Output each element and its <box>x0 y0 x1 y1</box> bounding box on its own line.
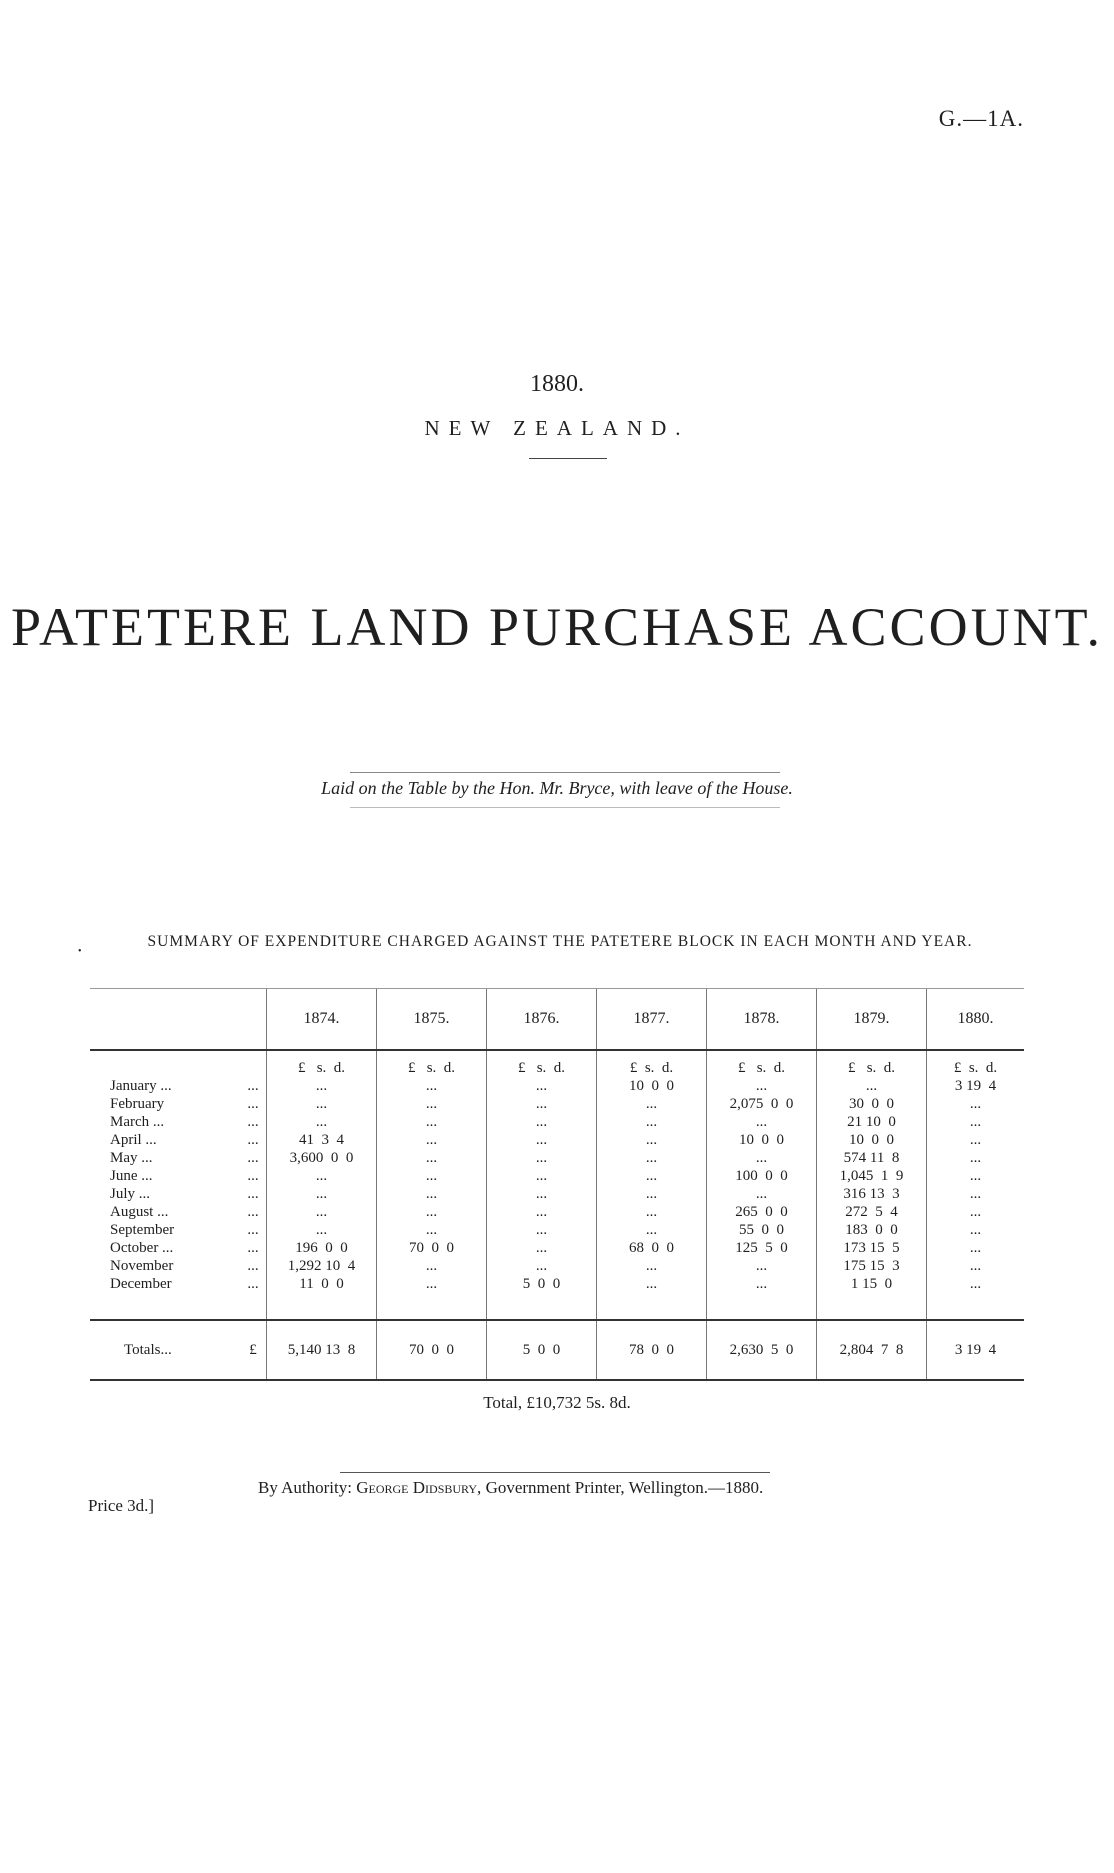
total-cell: 5 0 0 <box>487 1320 597 1380</box>
amount-cell: ... <box>487 1185 597 1203</box>
table-row <box>90 1095 1024 1113</box>
amount-cell: ... <box>597 1257 707 1275</box>
total-cell: 3 19 4 <box>927 1320 1025 1380</box>
amount-cell: 316 13 3 <box>817 1185 927 1203</box>
amount-cell: ... <box>377 1257 487 1275</box>
amount-cell: ... <box>487 1131 597 1149</box>
amount-cell: ... <box>267 1077 377 1095</box>
year-header-row <box>90 989 1024 1051</box>
unit-label: £ s. d. <box>817 1050 927 1077</box>
amount-cell: ... <box>377 1149 487 1167</box>
unit-label: £ s. d. <box>377 1050 487 1077</box>
table-row <box>90 1149 1024 1167</box>
table-row <box>90 1203 1024 1221</box>
table-row <box>90 1113 1024 1131</box>
publication-year: 1880. <box>530 371 584 397</box>
amount-cell: ... <box>707 1149 817 1167</box>
leader-dots: ... <box>247 1150 259 1166</box>
amount-cell: ... <box>487 1221 597 1239</box>
year-header: 1875. <box>377 989 487 1051</box>
total-cell: 2,630 5 0 <box>707 1320 817 1380</box>
unit-label: £ s. d. <box>927 1050 1025 1077</box>
unit-label: £ s. d. <box>267 1050 377 1077</box>
amount-cell: ... <box>487 1095 597 1113</box>
table-row <box>90 1257 1024 1275</box>
total-cell: 70 0 0 <box>377 1320 487 1380</box>
amount-cell: 21 10 0 <box>817 1113 927 1131</box>
amount-cell: 173 15 5 <box>817 1239 927 1257</box>
grand-total: Total, £10,732 5s. 8d. <box>483 1393 631 1412</box>
amount-cell: 1 15 0 <box>817 1275 927 1293</box>
divider-rule <box>350 807 780 808</box>
amount-cell: 265 0 0 <box>707 1203 817 1221</box>
totals-label: Totals... <box>90 1320 240 1380</box>
spacer-cell <box>597 1293 707 1320</box>
printer-authority <box>258 1478 763 1498</box>
month-label: February <box>110 1096 165 1112</box>
leader-dots: ... <box>247 1132 259 1148</box>
leader-dots: ... <box>247 1078 259 1094</box>
spacer-cell <box>817 1293 927 1320</box>
amount-cell: ... <box>597 1203 707 1221</box>
amount-cell: ... <box>927 1167 1025 1185</box>
margin-mark: • <box>78 946 82 957</box>
header-blank <box>90 989 240 1051</box>
amount-cell: ... <box>927 1113 1025 1131</box>
amount-cell: ... <box>267 1221 377 1239</box>
amount-cell: 5 0 0 <box>487 1275 597 1293</box>
authority-prefix: By Authority: <box>258 1478 352 1497</box>
unit-label: £ s. d. <box>597 1050 707 1077</box>
amount-cell: ... <box>597 1113 707 1131</box>
amount-cell: ... <box>927 1131 1025 1149</box>
amount-cell: ... <box>597 1275 707 1293</box>
spacer-cell <box>707 1293 817 1320</box>
price-note: Price 3d.] <box>88 1496 155 1515</box>
month-label: December <box>110 1276 172 1292</box>
expenditure-table <box>90 988 1024 1381</box>
totals-currency: £ <box>240 1320 267 1380</box>
printer-name: George Didsbury, <box>356 1478 482 1497</box>
month-label: October ... <box>110 1240 174 1256</box>
amount-cell: ... <box>927 1149 1025 1167</box>
amount-cell: 3 19 4 <box>927 1077 1025 1095</box>
amount-cell: ... <box>377 1275 487 1293</box>
authority-suffix: Government Printer, Wellington.—1880. <box>485 1478 764 1497</box>
amount-cell: ... <box>487 1167 597 1185</box>
table-row <box>90 1239 1024 1257</box>
month-label: April ... <box>110 1132 157 1148</box>
amount-cell: ... <box>707 1275 817 1293</box>
month-label: September <box>110 1222 175 1238</box>
amount-cell: ... <box>927 1185 1025 1203</box>
leader-dots: ... <box>247 1186 259 1202</box>
table-spacer <box>90 1293 1024 1320</box>
amount-cell: 55 0 0 <box>707 1221 817 1239</box>
amount-cell: ... <box>267 1113 377 1131</box>
amount-cell: ... <box>377 1113 487 1131</box>
amount-cell: ... <box>377 1131 487 1149</box>
totals-row <box>90 1320 1024 1380</box>
amount-cell: ... <box>927 1239 1025 1257</box>
unit-label: £ s. d. <box>487 1050 597 1077</box>
leader-dots: ... <box>247 1240 259 1256</box>
table-row <box>90 1185 1024 1203</box>
amount-cell: ... <box>927 1221 1025 1239</box>
divider-rule <box>340 1472 770 1473</box>
amount-cell: ... <box>267 1095 377 1113</box>
amount-cell: 175 15 3 <box>817 1257 927 1275</box>
month-label: March ... <box>110 1114 165 1130</box>
leader-dots: ... <box>247 1204 259 1220</box>
divider-rule <box>529 458 607 459</box>
amount-cell: 100 0 0 <box>707 1167 817 1185</box>
amount-cell: ... <box>377 1077 487 1095</box>
amount-cell: 3,600 0 0 <box>267 1149 377 1167</box>
year-header: 1878. <box>707 989 817 1051</box>
month-label: November <box>110 1258 174 1274</box>
leader-dots: ... <box>247 1258 259 1274</box>
amount-cell: 1,045 1 9 <box>817 1167 927 1185</box>
amount-cell: 196 0 0 <box>267 1239 377 1257</box>
amount-cell: 574 11 8 <box>817 1149 927 1167</box>
unit-label: £ s. d. <box>707 1050 817 1077</box>
amount-cell: ... <box>487 1077 597 1095</box>
month-label: January ... <box>110 1078 172 1094</box>
year-header: 1874. <box>267 989 377 1051</box>
amount-cell: 11 0 0 <box>267 1275 377 1293</box>
amount-cell: ... <box>927 1257 1025 1275</box>
summary-heading: SUMMARY OF EXPENDITURE CHARGED AGAINST THE PATETERE BLOCK IN EACH MONTH AND YEAR. <box>147 933 973 950</box>
amount-cell: ... <box>597 1095 707 1113</box>
month-label: June ... <box>110 1168 153 1184</box>
spacer-cell <box>377 1293 487 1320</box>
amount-cell: 2,075 0 0 <box>707 1095 817 1113</box>
table-row <box>90 1275 1024 1293</box>
amount-cell: 1,292 10 4 <box>267 1257 377 1275</box>
amount-cell: ... <box>707 1185 817 1203</box>
laid-on-table-note: Laid on the Table by the Hon. Mr. Bryce, with leave of the House. <box>321 778 793 798</box>
year-header: 1876. <box>487 989 597 1051</box>
amount-cell: 41 3 4 <box>267 1131 377 1149</box>
amount-cell: 10 0 0 <box>707 1131 817 1149</box>
spacer-cell <box>927 1293 1025 1320</box>
amount-cell: 125 5 0 <box>707 1239 817 1257</box>
amount-cell: 10 0 0 <box>597 1077 707 1095</box>
amount-cell: ... <box>377 1203 487 1221</box>
amount-cell: ... <box>267 1203 377 1221</box>
amount-cell: ... <box>377 1095 487 1113</box>
amount-cell: ... <box>597 1221 707 1239</box>
amount-cell: ... <box>707 1077 817 1095</box>
amount-cell: ... <box>597 1131 707 1149</box>
year-header: 1880. <box>927 989 1025 1051</box>
amount-cell: ... <box>817 1077 927 1095</box>
amount-cell: ... <box>597 1167 707 1185</box>
country-heading: NEW ZEALAND. <box>424 416 690 440</box>
amount-cell: ... <box>487 1239 597 1257</box>
year-header: 1879. <box>817 989 927 1051</box>
amount-cell: 10 0 0 <box>817 1131 927 1149</box>
amount-cell: ... <box>377 1167 487 1185</box>
amount-cell: ... <box>707 1113 817 1131</box>
header-blank <box>240 989 267 1051</box>
amount-cell: ... <box>487 1149 597 1167</box>
table-row <box>90 1077 1024 1095</box>
spacer-cell <box>90 1293 240 1320</box>
amount-cell: 70 0 0 <box>377 1239 487 1257</box>
amount-cell: ... <box>707 1257 817 1275</box>
total-cell: 78 0 0 <box>597 1320 707 1380</box>
amount-cell: ... <box>927 1275 1025 1293</box>
total-cell: 2,804 7 8 <box>817 1320 927 1380</box>
amount-cell: 68 0 0 <box>597 1239 707 1257</box>
leader-dots: ... <box>247 1276 259 1292</box>
total-cell: 5,140 13 8 <box>267 1320 377 1380</box>
amount-cell: ... <box>267 1167 377 1185</box>
amount-cell: ... <box>927 1095 1025 1113</box>
amount-cell: ... <box>377 1185 487 1203</box>
amount-cell: 183 0 0 <box>817 1221 927 1239</box>
divider-rule <box>350 772 780 773</box>
amount-cell: ... <box>267 1185 377 1203</box>
amount-cell: ... <box>487 1257 597 1275</box>
leader-dots: ... <box>247 1222 259 1238</box>
amount-cell: ... <box>597 1185 707 1203</box>
amount-cell: ... <box>487 1113 597 1131</box>
currency-units-row <box>90 1050 1024 1077</box>
amount-cell: ... <box>597 1149 707 1167</box>
spacer-cell <box>487 1293 597 1320</box>
document-reference: G.—1A. <box>938 106 1024 131</box>
leader-dots: ... <box>247 1114 259 1130</box>
document-title: PATETERE LAND PURCHASE ACCOUNT. <box>10 597 1104 657</box>
table-row <box>90 1167 1024 1185</box>
amount-cell: ... <box>927 1203 1025 1221</box>
amount-cell: ... <box>377 1221 487 1239</box>
spacer-cell <box>240 1293 267 1320</box>
table-row <box>90 1131 1024 1149</box>
month-label: May ... <box>110 1150 153 1166</box>
amount-cell: 272 5 4 <box>817 1203 927 1221</box>
amount-cell: ... <box>487 1203 597 1221</box>
leader-dots: ... <box>247 1096 259 1112</box>
year-header: 1877. <box>597 989 707 1051</box>
amount-cell: 30 0 0 <box>817 1095 927 1113</box>
month-label: August ... <box>110 1204 169 1220</box>
table-row <box>90 1221 1024 1239</box>
leader-dots: ... <box>247 1168 259 1184</box>
month-label: July ... <box>110 1186 151 1202</box>
spacer-cell <box>267 1293 377 1320</box>
